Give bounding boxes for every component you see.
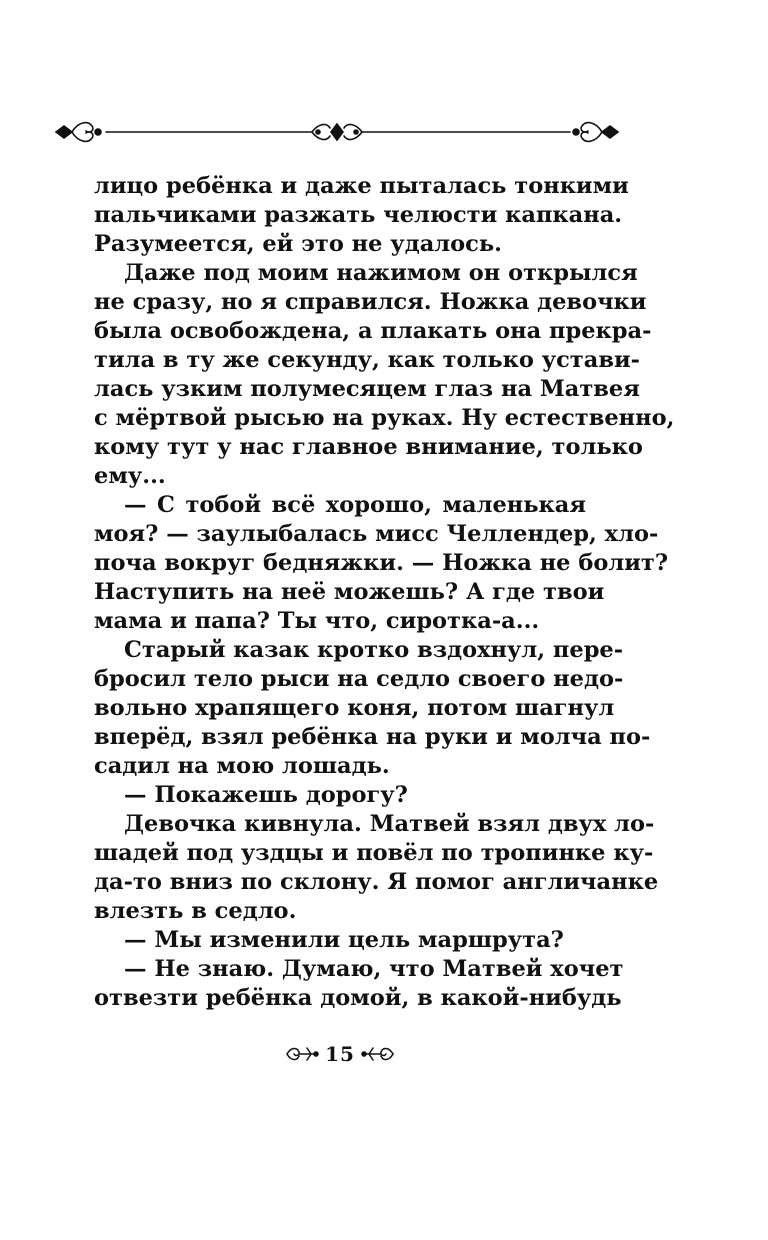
text-line: с мёртвой рысью на руках. Ну естественно, xyxy=(94,405,675,431)
text-line: тила в ту же секунду, как только устави- xyxy=(94,347,640,373)
text-line: была освобождена, а плакать она прекра- xyxy=(94,318,652,344)
text-line: вперёд, взял ребёнка на руки и молча по- xyxy=(94,724,651,750)
text-line: Даже под моим нажимом он открылся xyxy=(124,260,638,286)
text-line: Старый казак кротко вздохнул, пере- xyxy=(124,637,624,663)
body-text xyxy=(94,172,675,1013)
page-number: 15 xyxy=(325,1042,355,1066)
text-line: — Не знаю. Думаю, что Матвей хочет xyxy=(124,956,624,982)
text-line: садил на мою лошадь. xyxy=(94,753,390,779)
text-line: мама и папа? Ты что, сиротка-а... xyxy=(94,608,540,634)
text-line: — Покажешь дорогу? xyxy=(124,782,408,808)
text-line: да-то вниз по склону. Я помог англичанке xyxy=(94,869,659,895)
text-line: Разумеется, ей это не удалось. xyxy=(94,231,502,257)
flourish-divider-icon xyxy=(48,112,626,152)
page-number-footer xyxy=(0,1042,680,1066)
text-line: влезть в седло. xyxy=(94,898,297,924)
text-line: шадей под уздцы и повёл по тропинке ку- xyxy=(94,840,654,866)
text-line: Девочка кивнула. Матвей взял двух ло- xyxy=(124,811,655,837)
text-line: отвезти ребёнка домой, в какой-нибудь xyxy=(94,985,622,1011)
text-line: Наступить на неё можешь? А где твои xyxy=(94,579,605,605)
text-line: кому тут у нас главное внимание, только xyxy=(94,434,643,460)
text-line: — С тобой всё хорошо, маленькая xyxy=(124,492,586,518)
text-line: не сразу, но я справился. Ножка девочки xyxy=(94,289,647,315)
text-line: ему... xyxy=(94,463,166,489)
text-line: — Мы изменили цель маршрута? xyxy=(124,927,564,953)
text-line: лицо ребёнка и даже пыталась тонкими xyxy=(94,173,629,199)
text-line: поча вокруг бедняжки. — Ножка не болит? xyxy=(94,550,669,576)
right-flourish-icon xyxy=(361,1044,395,1064)
text-line: вольно храпящего коня, потом шагнул xyxy=(94,695,615,721)
text-line: лась узким полумесяцем глаз на Матвея xyxy=(94,376,640,402)
text-line: моя? — заулыбалась мисс Челлендер, хло- xyxy=(94,521,659,547)
text-line: бросил тело рыси на седло своего недо- xyxy=(94,666,624,692)
text-line: пальчиками разжать челюсти капкана. xyxy=(94,202,623,228)
left-flourish-icon xyxy=(285,1044,319,1064)
